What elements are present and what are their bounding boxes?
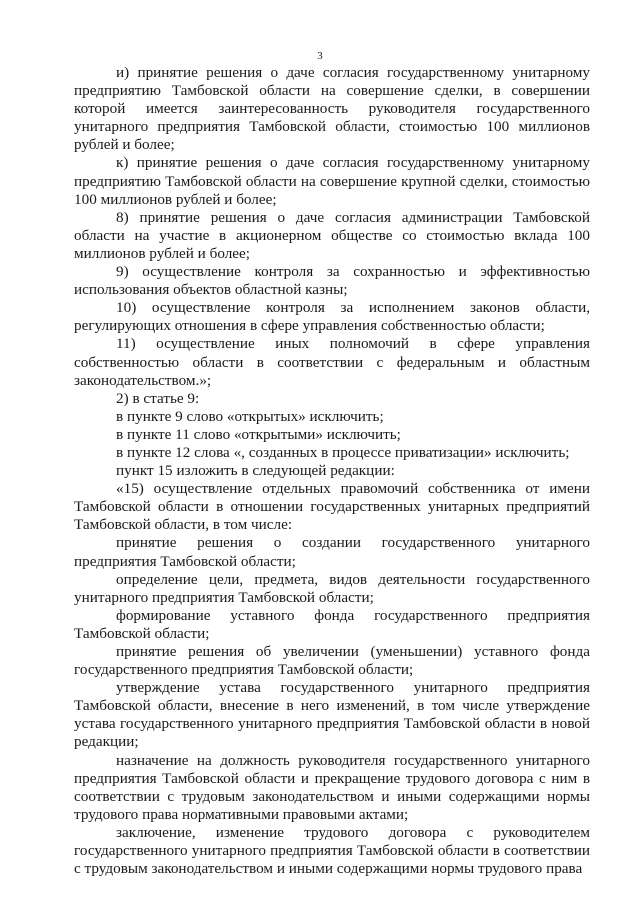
- paragraph-fund-change: принятие решения об увеличении (уменьшении) уставного фонда государственного предприятия Тамбовской области;: [74, 643, 590, 679]
- paragraph-contract: заключение, изменение трудового договора с руководителем государственного унитарного предприятия Тамбовской области в соответствии с трудовым законодательством и иными содержащими нормы трудового права: [74, 823, 590, 878]
- paragraph-15-text: «15) осуществление отдельных правомочий собственника от имени Тамбовской области в отношении государственных унитарных предприятий Тамбовской области, в том числе:: [74, 480, 590, 534]
- paragraph-fund-formation: формирование уставного фонда государственного предприятия Тамбовской области;: [74, 606, 590, 642]
- paragraph-10: 10) осуществление контроля за исполнением законов области, регулирующих отношения в сфере управления собственностью области;: [74, 299, 590, 335]
- paragraph-k: к) принятие решения о даче согласия государственному унитарному предприятию Тамбовской области на совершение крупной сделки, стоимостью 100 миллионов рублей и более;: [74, 154, 590, 208]
- paragraph-creation: принятие решения о создании государственного унитарного предприятия Тамбовской области;: [74, 534, 590, 570]
- paragraph-goals: определение цели, предмета, видов деятельности государственного унитарного предприятия Тамбовской области;: [74, 570, 590, 606]
- paragraph-charter: утверждение устава государственного унитарного предприятия Тамбовской области, внесение в него изменений, в том числе утверждение устава государственного унитарного предприятия Тамбовской области в новой редакции;: [74, 679, 590, 751]
- document-body: [74, 64, 590, 878]
- paragraph-11: 11) осуществление иных полномочий в сфере управления собственностью области в соответствии с федеральным и областным законодательством.»;: [74, 335, 590, 389]
- page-number: 3: [317, 50, 323, 62]
- paragraph-point-12: в пункте 12 слова «, созданных в процессе приватизации» исключить;: [116, 443, 570, 461]
- paragraph-appointment: назначение на должность руководителя государственного унитарного предприятия Тамбовской области и прекращение трудового договора с ним в соответствии с трудовым законодательством и иными содержащими нормы трудового права нормативными правовыми актами;: [74, 751, 590, 823]
- paragraph-point-15: пункт 15 изложить в следующей редакции:: [116, 462, 395, 480]
- paragraph-point-9: в пункте 9 слово «открытых» исключить;: [116, 407, 384, 425]
- paragraph-article-9: 2) в статье 9:: [116, 389, 200, 407]
- paragraph-9: 9) осуществление контроля за сохранностью и эффективностью использования объектов областной казны;: [74, 263, 590, 299]
- paragraph-point-11: в пункте 11 слово «открытыми» исключить;: [116, 425, 401, 443]
- paragraph-i: и) принятие решения о даче согласия государственному унитарному предприятию Тамбовской области на совершение сделки, в совершении которой имеется заинтересованность руководителя государственного унитарного предприятия Тамбовской области, стоимостью 100 миллионов рублей и более;: [74, 64, 590, 154]
- paragraph-8: 8) принятие решения о даче согласия администрации Тамбовской области на участие в акционерном обществе со стоимостью вклада 100 миллионов рублей и более;: [74, 208, 590, 262]
